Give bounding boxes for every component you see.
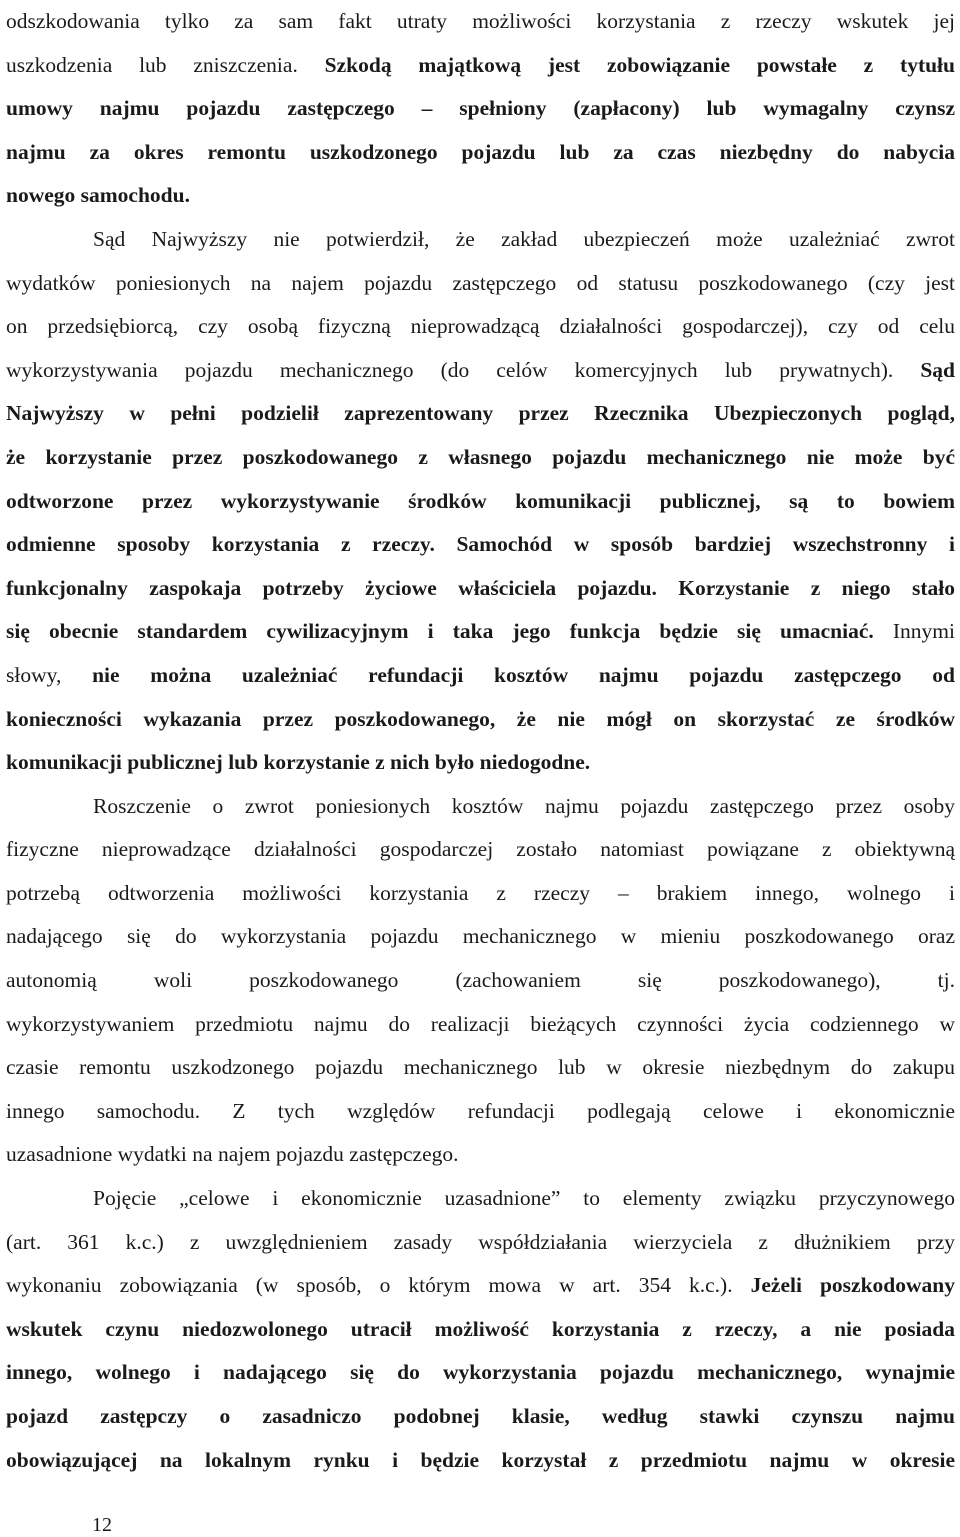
text-line <box>6 1264 955 1308</box>
text-line <box>6 698 955 742</box>
bold-text-run: pojazd zastępczy o zasadniczo podobnej klasie, według stawki czynszu najmu <box>6 1404 955 1428</box>
text-line <box>6 44 955 88</box>
bold-text-run: Szkodą majątkową jest zobowiązanie powstałe z tytułu <box>324 52 955 77</box>
text-line <box>6 218 955 262</box>
bold-text-run: się obecnie standardem cywilizacyjnym i taka jego funkcja będzie się umacniać. <box>6 619 893 644</box>
document-body <box>6 0 955 1482</box>
text-run: uzasadnione wydatki na najem pojazdu zastępczego. <box>6 1142 459 1167</box>
text-run: fizyczne nieprowadzące działalności gospodarczej zostało natomiast powiązane z obiektywną <box>6 837 955 862</box>
bold-text-run: wskutek czynu niedozwolonego utracił możliwość korzystania z rzeczy, a nie posiada <box>6 1316 955 1341</box>
text-run: czasie remontu uszkodzonego pojazdu mechanicznego lub w okresie niezbędnym do zakupu <box>6 1055 955 1080</box>
text-run: wydatków poniesionych na najem pojazdu zastępczego od statusu poszkodowanego (czy jest <box>6 270 955 295</box>
bold-text-run: Jeżeli poszkodowany <box>750 1273 955 1298</box>
text-run: Pojęcie „celowe i ekonomicznie uzasadnione” to elementy związku przyczynowego <box>93 1186 955 1211</box>
text-line <box>6 1395 955 1439</box>
text-run: Innymi <box>892 619 955 644</box>
text-line <box>6 1177 955 1221</box>
bold-text-run: Najwyższy w pełni podzielił zaprezentowany przez Rzecznika Ubezpieczonych pogląd, <box>6 401 955 426</box>
text-run: wykonaniu zobowiązania (w sposób, o którym mowa w art. 354 k.c.). <box>6 1273 751 1298</box>
text-line <box>6 915 955 959</box>
text-run: wykorzystywania pojazdu mechanicznego (do celów komercyjnych lub prywatnych). <box>6 357 921 382</box>
bold-text-run: obowiązującej na lokalnym rynku i będzie korzystał z przedmiotu najmu w okresie <box>6 1447 955 1472</box>
bold-text-run: że korzystanie przez poszkodowanego z własnego pojazdu mechanicznego nie może być <box>6 444 955 469</box>
bold-text-run: Sąd <box>920 357 955 382</box>
bold-text-run: odmienne sposoby korzystania z rzeczy. Samochód w sposób bardziej wszechstronny i <box>6 532 955 557</box>
text-line <box>6 1221 955 1265</box>
document-page <box>6 0 955 1482</box>
text-run: (art. 361 k.c.) z uwzględnieniem zasady współdziałania wierzyciela z dłużnikiem przy <box>6 1229 955 1254</box>
text-line <box>6 436 955 480</box>
bold-text-run: odtworzone przez wykorzystywanie środków komunikacji publicznej, są to bowiem <box>6 488 955 513</box>
text-run: uszkodzenia lub zniszczenia. <box>6 52 325 77</box>
paragraph <box>6 0 955 218</box>
text-line <box>6 1046 955 1090</box>
text-run: autonomią woli poszkodowanego (zachowaniem się poszkodowanego), tj. <box>6 968 955 993</box>
bold-text-run: konieczności wykazania przez poszkodowanego, że nie mógł on skorzystać ze środków <box>6 706 955 731</box>
bold-text-run: komunikacji publicznej lub korzystanie z nich było niedogodne. <box>6 750 591 775</box>
bold-text-run: umowy najmu pojazdu zastępczego – spełniony (zapłacony) lub wymagalny czynsz <box>6 96 955 121</box>
text-line <box>6 1133 955 1177</box>
bold-text-run: nie można uzależniać refundacji kosztów najmu pojazdu zastępczego od <box>92 662 955 687</box>
text-line <box>6 1308 955 1352</box>
text-line <box>6 872 955 916</box>
text-line <box>6 828 955 872</box>
text-line <box>6 523 955 567</box>
bold-text-run: innego, wolnego i nadającego się do wykorzystania pojazdu mechanicznego, wynajmie <box>6 1360 955 1385</box>
text-line <box>6 0 955 44</box>
text-line <box>6 87 955 131</box>
text-line <box>6 480 955 524</box>
bold-text-run: najmu za okres remontu uszkodzonego pojazdu lub za czas niezbędny do nabycia <box>6 139 955 164</box>
text-line <box>6 131 955 175</box>
paragraph <box>6 785 955 1177</box>
text-line <box>6 741 955 785</box>
paragraph <box>6 218 955 785</box>
text-line <box>6 392 955 436</box>
paragraph <box>6 1177 955 1482</box>
text-line <box>6 567 955 611</box>
text-run: wykorzystywaniem przedmiotu najmu do realizacji bieżących czynności życia codziennego w <box>6 1011 955 1036</box>
text-line <box>6 349 955 393</box>
text-run: innego samochodu. Z tych względów refundacji podlegają celowe i ekonomicznie <box>6 1098 955 1123</box>
text-run: nadającego się do wykorzystania pojazdu mechanicznego w mieniu poszkodowanego oraz <box>6 924 955 949</box>
text-line <box>6 1351 955 1395</box>
text-run: potrzebą odtworzenia możliwości korzystania z rzeczy – brakiem innego, wolnego i <box>6 880 955 905</box>
bold-text-run: funkcjonalny zaspokaja potrzeby życiowe właściciela pojazdu. Korzystanie z niego stało <box>6 575 955 600</box>
bold-text-run: nowego samochodu. <box>6 183 190 208</box>
text-run: odszkodowania tylko za sam fakt utraty możliwości korzystania z rzeczy wskutek jej <box>6 9 955 33</box>
text-line <box>6 305 955 349</box>
text-line <box>6 785 955 829</box>
text-line <box>6 1090 955 1134</box>
page-number: 12 <box>92 1514 112 1536</box>
text-run: Sąd Najwyższy nie potwierdził, że zakład ubezpieczeń może uzależniać zwrot <box>93 226 955 251</box>
text-line <box>6 174 955 218</box>
text-run: on przedsiębiorcą, czy osobą fizyczną nieprowadzącą działalności gospodarczej), czy od celu <box>6 314 955 339</box>
text-line <box>6 959 955 1003</box>
text-line <box>6 610 955 654</box>
text-run: słowy, <box>6 662 93 687</box>
text-line <box>6 1003 955 1047</box>
text-line <box>6 262 955 306</box>
text-line <box>6 1439 955 1483</box>
text-line <box>6 654 955 698</box>
text-run: Roszczenie o zwrot poniesionych kosztów najmu pojazdu zastępczego przez osoby <box>93 793 955 818</box>
